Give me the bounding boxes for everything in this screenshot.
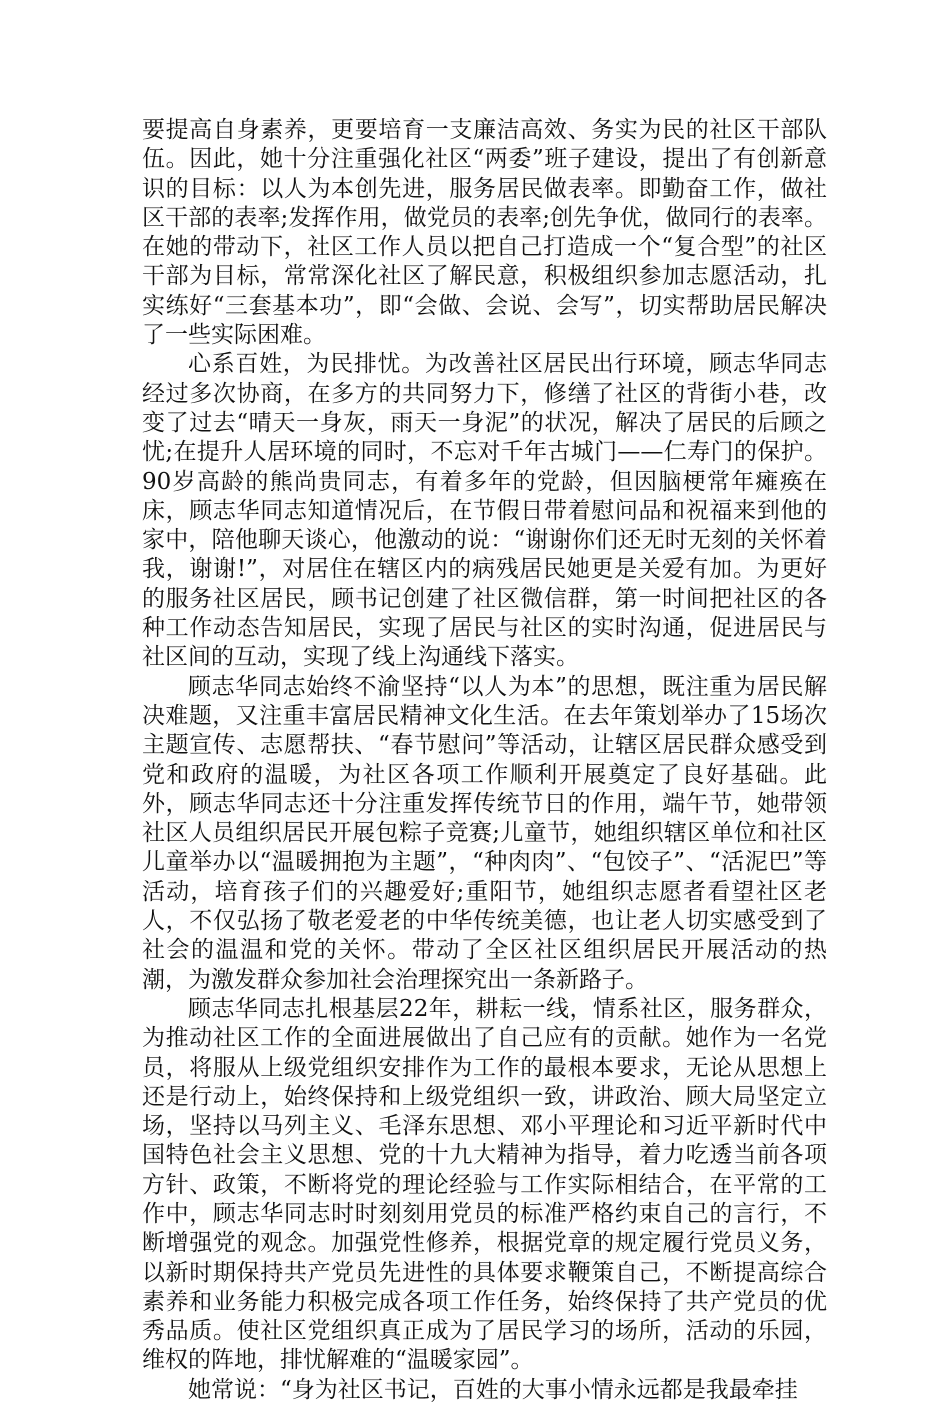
paragraph-1: 要提高自身素养，更要培育一支廉洁高效、务实为民的社区干部队伍。因此，她十分注重强化社区“两委”班子建设，提出了有创新意识的目标：以人为本创先进，服务居民做表率。即勤奋工作，做社区干部的表率;发挥作用，做党员的表率;创先争优，做同行的表率。在她的带动下，社区工作人员以把自己打造成一个“复合型”的社区干部为目标，常常深化社区了解民意，积极组织参加志愿活动，扎实练好“三套基本功”，即“会做、会说、会写”，切实帮助居民解决了一些实际困难。 (142, 117, 827, 349)
paragraph-4: 顾志华同志扎根基层22年，耕耘一线，情系社区，服务群众，为推动社区工作的全面进展做出了自己应有的贡献。她作为一名党员，将服从上级党组织安排作为工作的最根本要求，无论从思想上还是行动上，始终保持和上级党组织一致，讲政治、顾大局坚定立场，坚持以马列主义、毛泽东思想、邓小平理论和习近平新时代中国特色社会主义思想、党的十九大精神为指导，着力吃透当前各项方针、政策，不断将党的理论经验与工作实际相结合，在平常的工作中，顾志华同志时时刻刻用党员的标准严格约束自己的言行，不断增强党的观念。加强党性修养，根据党章的规定履行党员义务，以新时期保持共产党员先进性的具体要求鞭策自己，不断提高综合素养和业务能力积极完成各项工作任务，始终保持了共产党员的优秀品质。使社区党组织真正成为了居民学习的场所，活动的乐园，维权的阵地，排忧解难的“温暖家园”。 (142, 995, 827, 1374)
paragraph-2: 心系百姓，为民排忧。为改善社区居民出行环境，顾志华同志经过多次协商，在多方的共同努力下，修缮了社区的背街小巷，改变了过去“晴天一身灰，雨天一身泥”的状况，解决了居民的后顾之忧;在提升人居环境的同时，不忘对千年古城门——仁寿门的保护。90岁高龄的熊尚贵同志，有着多年的党龄，但因脑梗常年瘫痪在床，顾志华同志知道情况后，在节假日带着慰问品和祝福来到他的家中，陪他聊天谈心，他激动的说：“谢谢你们还无时无刻的关怀着我，谢谢!”，对居住在辖区内的病残居民她更是关爱有加。为更好的服务社区居民，顾书记创建了社区微信群，第一时间把社区的各种工作动态告知居民，实现了居民与社区的实时沟通，促进居民与社区间的互动，实现了线上沟通线下落实。 (142, 351, 827, 671)
paragraph-5: 她常说：“身为社区书记，百姓的大事小情永远都是我最牵挂 (188, 1376, 798, 1403)
paragraph-3: 顾志华同志始终不渝坚持“以人为本”的思想，既注重为居民解决难题，又注重丰富居民精神文化生活。在去年策划举办了15场次主题宣传、志愿帮扶、“春节慰问”等活动，让辖区居民群众感受到党和政府的温暖，为社区各项工作顺利开展奠定了良好基础。此外，顾志华同志还十分注重发挥传统节日的作用，端午节，她带领社区人员组织居民开展包粽子竞赛;儿童节，她组织辖区单位和社区儿童举办以“温暖拥抱为主题”，“种肉肉”、“包饺子”、“活泥巴”等活动，培育孩子们的兴趣爱好;重阳节，她组织志愿者看望社区老人，不仅弘扬了敬老爱老的中华传统美德，也让老人切实感受到了社会的温温和党的关怀。带动了全区社区组织居民开展活动的热潮，为激发群众参加社会治理探究出一条新路子。 (142, 673, 827, 993)
document-body (142, 116, 827, 1405)
